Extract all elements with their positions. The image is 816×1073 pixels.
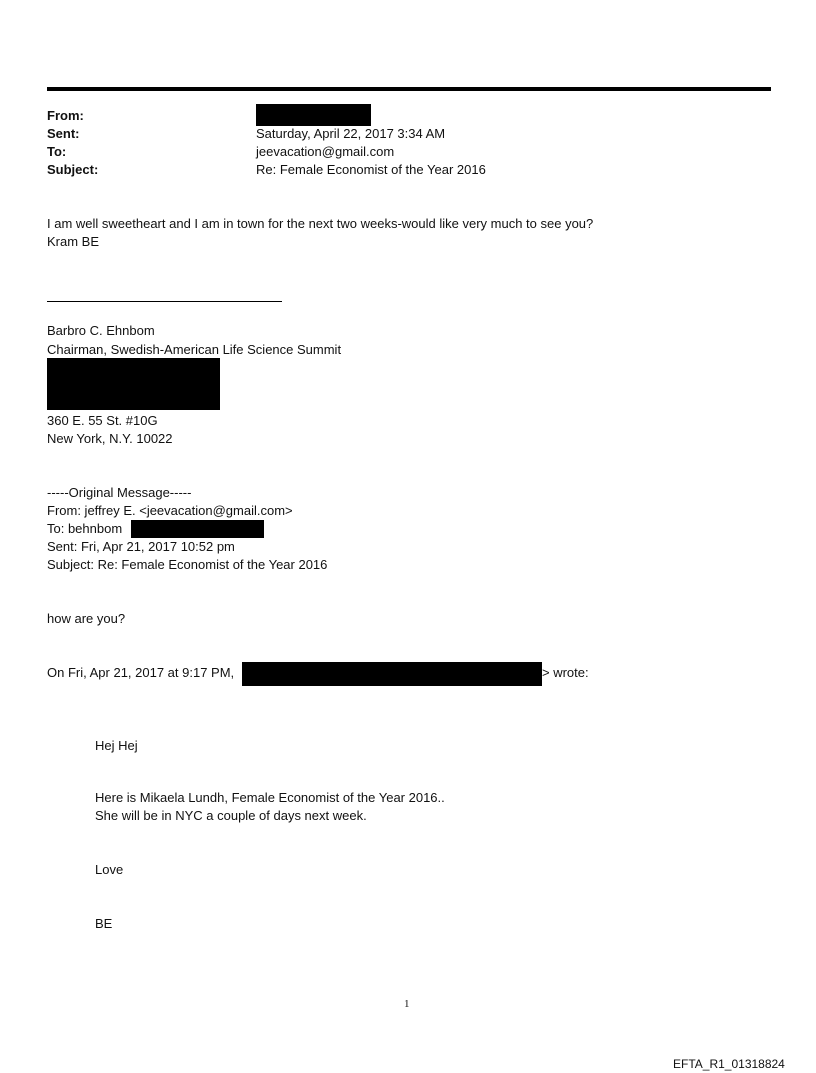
from-label: From:	[47, 108, 84, 123]
original-from: From: jeffrey E. <jeevacation@gmail.com>	[47, 503, 293, 518]
original-sent: Sent: Fri, Apr 21, 2017 10:52 pm	[47, 539, 235, 554]
quoted-intro-prefix: On Fri, Apr 21, 2017 at 9:17 PM,	[47, 665, 235, 680]
signature-address-2: New York, N.Y. 10022	[47, 431, 173, 446]
quoted-closing: Love	[95, 862, 124, 877]
original-subject: Subject: Re: Female Economist of the Year 2016	[47, 557, 328, 572]
quoted-line-1: Here is Mikaela Lundh, Female Economist of the Year 2016..	[95, 790, 445, 805]
original-body: how are you?	[47, 611, 126, 626]
signature-divider	[47, 301, 282, 302]
subject-label: Subject:	[47, 162, 99, 177]
original-message-separator: -----Original Message-----	[47, 485, 192, 500]
header-rule	[47, 87, 771, 91]
signature-title: Chairman, Swedish-American Life Science Summit	[47, 342, 342, 357]
quoted-greeting: Hej Hej	[95, 738, 138, 753]
redaction-quoted-sender	[242, 662, 542, 686]
signature-name: Barbro C. Ehnbom	[47, 323, 155, 338]
quoted-sign: BE	[95, 916, 113, 931]
signature-address-1: 360 E. 55 St. #10G	[47, 413, 158, 428]
bates-number: EFTA_R1_01318824	[673, 1057, 785, 1071]
quoted-line-2: She will be in NYC a couple of days next week.	[95, 808, 367, 823]
subject-value: Re: Female Economist of the Year 2016	[256, 162, 486, 177]
body-line-2: Kram BE	[47, 234, 100, 249]
to-value[interactable]: jeevacation@gmail.com	[256, 144, 395, 159]
sent-value: Saturday, April 22, 2017 3:34 AM	[256, 126, 446, 141]
quoted-intro-suffix: > wrote:	[542, 665, 589, 680]
original-to: To: behnbom	[47, 521, 123, 536]
body-line-1: I am well sweetheart and I am in town for the next two weeks-would like very much to see you?	[47, 216, 594, 231]
redaction-signature	[47, 358, 220, 410]
redaction-original-to	[131, 520, 264, 538]
redaction-from	[256, 104, 371, 126]
page-number: 1	[404, 998, 410, 1010]
sent-label: Sent:	[47, 126, 80, 141]
to-label: To:	[47, 144, 67, 159]
